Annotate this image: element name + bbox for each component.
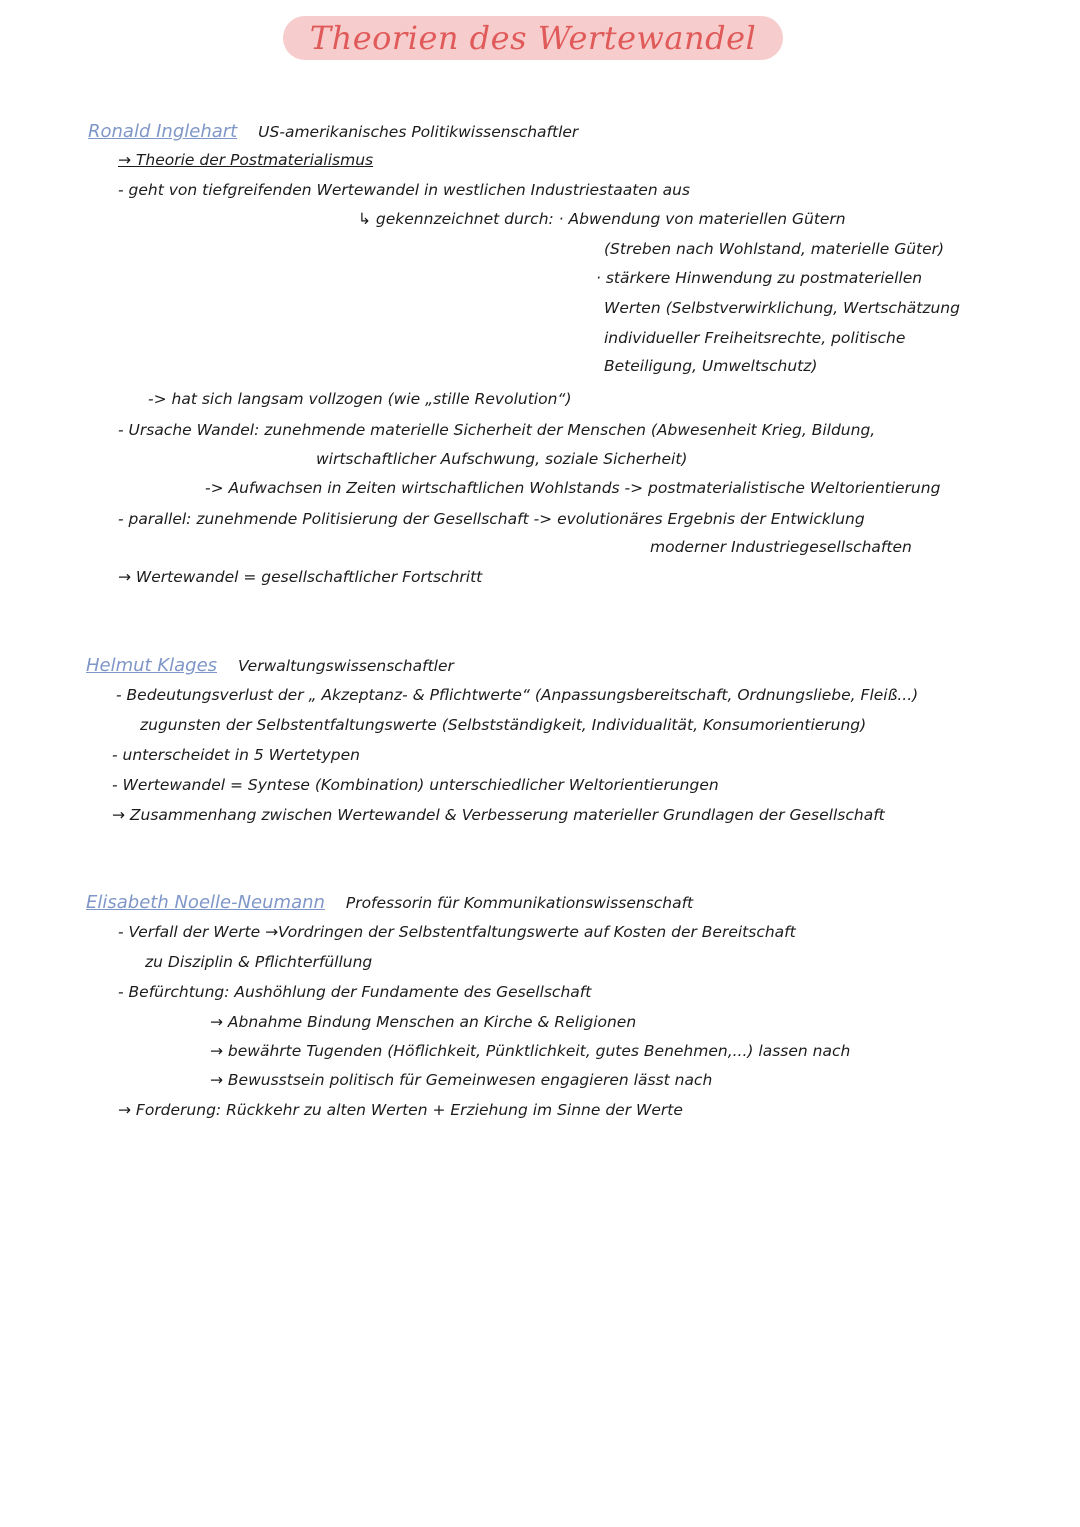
noelle-line: → Bewusstsein politisch für Gemeinwesen engagieren lässt nach bbox=[210, 1071, 713, 1089]
inglehart-line: moderner Industriegesellschaften bbox=[650, 538, 912, 556]
inglehart-line: · stärkere Hinwendung zu postmateriellen bbox=[596, 269, 923, 287]
inglehart-line: ↳ gekennzeichnet durch: · Abwendung von materiellen Gütern bbox=[358, 210, 846, 228]
noelle-heading bbox=[86, 894, 693, 912]
noelle-line: → Forderung: Rückkehr zu alten Werten + Erziehung im Sinne der Werte bbox=[118, 1101, 683, 1119]
noelle-line: zu Disziplin & Pflichterfüllung bbox=[145, 953, 373, 971]
klages-line: - Bedeutungsverlust der „ Akzeptanz- & Pflichtwerte“ (Anpassungsbereitschaft, Ordnungsliebe, Fleiß...) bbox=[116, 686, 919, 704]
inglehart-line: - Ursache Wandel: zunehmende materielle Sicherheit der Menschen (Abwesenheit Krieg, Bildung, bbox=[118, 421, 876, 439]
klages-line: - Wertewandel = Syntese (Kombination) unterschiedlicher Weltorientierungen bbox=[112, 776, 719, 794]
page-title: Theorien des Wertewandel bbox=[309, 19, 757, 57]
author-role-klages: Verwaltungswissenschaftler bbox=[237, 657, 454, 675]
inglehart-line: → Theorie der Postmaterialismus bbox=[118, 151, 374, 169]
noelle-line: → bewährte Tugenden (Höflichkeit, Pünktlichkeit, gutes Benehmen,...) lassen nach bbox=[210, 1042, 851, 1060]
inglehart-line: individueller Freiheitsrechte, politische bbox=[604, 329, 906, 347]
klages-line: - unterscheidet in 5 Wertetypen bbox=[112, 746, 360, 764]
inglehart-line: Werten (Selbstverwirklichung, Wertschätzung bbox=[604, 299, 960, 317]
noelle-line: - Verfall der Werte →Vordringen der Selbstentfaltungswerte auf Kosten der Bereitschaft bbox=[118, 923, 796, 941]
inglehart-heading bbox=[88, 123, 578, 141]
klages-line: zugunsten der Selbstentfaltungswerte (Selbstständigkeit, Individualität, Konsumorientierung) bbox=[140, 716, 867, 734]
author-name-klages: Helmut Klages bbox=[86, 655, 218, 676]
author-role-inglehart: US-amerikanisches Politikwissenschaftler bbox=[258, 123, 579, 141]
inglehart-line: (Streben nach Wohlstand, materielle Güter) bbox=[604, 240, 945, 258]
inglehart-line: -> hat sich langsam vollzogen (wie „stille Revolution“) bbox=[148, 390, 572, 408]
inglehart-line: -> Aufwachsen in Zeiten wirtschaftlichen Wohlstands -> postmaterialistische Weltorientierung bbox=[205, 479, 941, 497]
title-banner bbox=[283, 16, 783, 60]
inglehart-line: → Wertewandel = gesellschaftlicher Fortschritt bbox=[118, 568, 483, 586]
noelle-line: - Befürchtung: Aushöhlung der Fundamente des Gesellschaft bbox=[118, 983, 592, 1001]
inglehart-line: wirtschaftlicher Aufschwung, soziale Sicherheit) bbox=[316, 450, 688, 468]
klages-line: → Zusammenhang zwischen Wertewandel & Verbesserung materieller Grundlagen der Gesellschaft bbox=[112, 806, 885, 824]
author-role-noelle: Professorin für Kommunikationswissenschaft bbox=[345, 894, 694, 912]
inglehart-line: - geht von tiefgreifenden Wertewandel in westlichen Industriestaaten aus bbox=[118, 181, 690, 199]
author-name-inglehart: Ronald Inglehart bbox=[88, 121, 238, 142]
inglehart-line: - parallel: zunehmende Politisierung der Gesellschaft -> evolutionäres Ergebnis der Entwicklung bbox=[118, 510, 865, 528]
noelle-line: → Abnahme Bindung Menschen an Kirche & Religionen bbox=[210, 1013, 637, 1031]
author-name-noelle: Elisabeth Noelle-Neumann bbox=[86, 892, 325, 913]
klages-heading bbox=[86, 657, 454, 675]
inglehart-line: Beteiligung, Umweltschutz) bbox=[604, 357, 818, 375]
